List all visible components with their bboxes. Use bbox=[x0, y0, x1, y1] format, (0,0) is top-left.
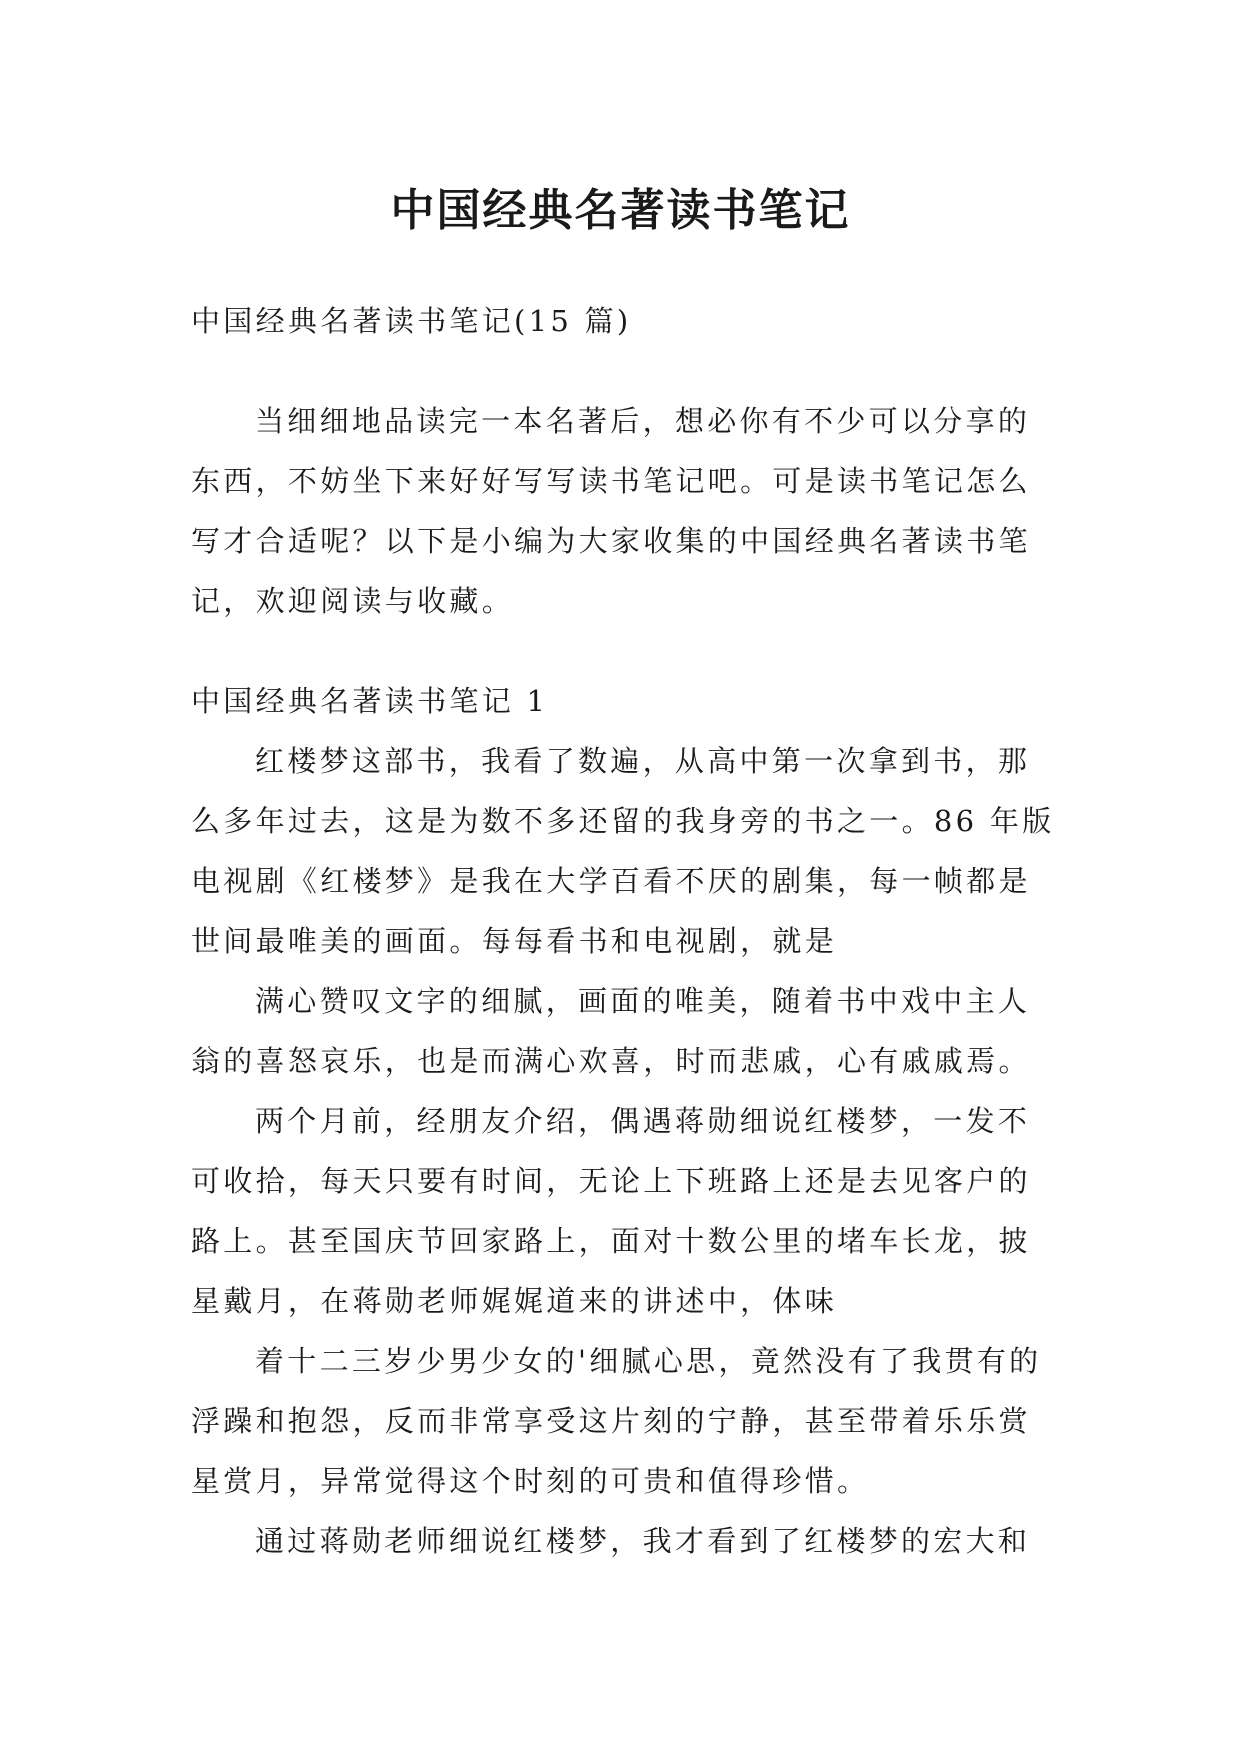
body-paragraph: 两个月前，经朋友介绍，偶遇蒋勋细说红楼梦，一发不可收拾，每天只要有时间，无论上下班路上还是去见客户的路上。甚至国庆节回家路上，面对十数公里的堵车长龙，披星戴月，在蒋勋老师娓娓道来的讲述中，体味 bbox=[191, 1104, 1031, 1318]
document-body bbox=[191, 291, 1057, 1571]
document-title: 中国经典名著读书笔记 bbox=[390, 185, 851, 237]
body-paragraph: 通过蒋勋老师细说红楼梦，我才看到了红楼梦的宏大和 bbox=[255, 1524, 1031, 1558]
body-paragraph: 满心赞叹文字的细腻，画面的唯美，随着书中戏中主人翁的喜怒哀乐，也是而满心欢喜，时而悲戚，心有戚戚焉。 bbox=[191, 984, 1031, 1078]
intro-paragraph: 当细细地品读完一本名著后，想必你有不少可以分享的东西，不妨坐下来好好写写读书笔记吧。可是读书笔记怎么写才合适呢？以下是小编为大家收集的中国经典名著读书笔记，欢迎阅读与收藏。 bbox=[191, 404, 1031, 618]
body-paragraph: 着十二三岁少男少女的'细腻心思，竟然没有了我贯有的浮躁和抱怨，反而非常享受这片刻的宁静，甚至带着乐乐赏星赏月，异常觉得这个时刻的可贵和值得珍惜。 bbox=[191, 1344, 1042, 1498]
section-heading: 中国经典名著读书笔记 1 bbox=[191, 684, 549, 718]
document-subtitle: 中国经典名著读书笔记(15 篇) bbox=[191, 304, 632, 338]
body-paragraph: 红楼梦这部书，我看了数遍，从高中第一次拿到书，那么多年过去，这是为数不多还留的我身旁的书之一。86 年版电视剧《红楼梦》是我在大学百看不厌的剧集，每一帧都是世间最唯美的画面。每每看书和电视剧，就是 bbox=[191, 744, 1055, 958]
